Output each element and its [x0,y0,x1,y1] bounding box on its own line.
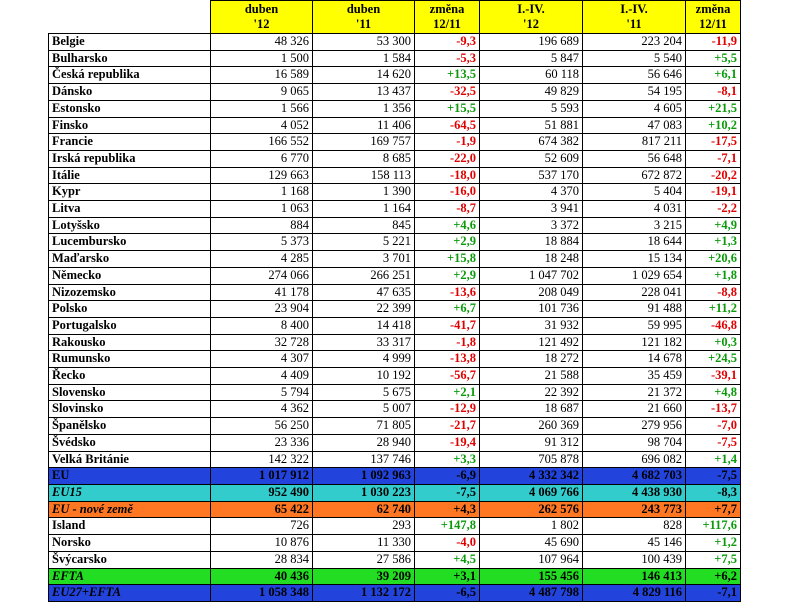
ytd-11-cell: 696 082 [583,451,686,468]
ytd-12-cell: 3 941 [480,201,583,218]
ytd-11-cell: 14 678 [583,351,686,368]
april-12-cell: 40 436 [211,568,313,585]
change-ytd-cell: +24,5 [686,351,741,368]
country-cell: Bulharsko [49,50,211,67]
ytd-11-cell: 146 413 [583,568,686,585]
change-month-cell: -9,3 [415,34,480,51]
april-12-cell: 28 834 [211,551,313,568]
change-month-cell: -5,3 [415,50,480,67]
country-cell: Česká republika [49,67,211,84]
change-month-cell: -1,8 [415,334,480,351]
ytd-11-cell: 223 204 [583,34,686,51]
summary-row [49,484,741,501]
ytd-12-cell: 537 170 [480,167,583,184]
country-cell: Island [49,518,211,535]
change-ytd-cell: +6,1 [686,67,741,84]
april-11-cell: 53 300 [313,34,415,51]
ytd-12-cell: 4 332 342 [480,468,583,485]
header-change-month: změna 12/11 [415,1,480,34]
country-cell: Dánsko [49,84,211,101]
change-month-cell: -4,0 [415,535,480,552]
april-12-cell: 4 409 [211,368,313,385]
ytd-11-cell: 4 682 703 [583,468,686,485]
april-11-cell: 845 [313,217,415,234]
table-row [49,451,741,468]
change-ytd-cell: +11,2 [686,301,741,318]
ytd-11-cell: 4 605 [583,100,686,117]
change-ytd-cell: +1,3 [686,234,741,251]
change-month-cell: +4,3 [415,501,480,518]
table-row [49,100,741,117]
change-ytd-cell: +4,9 [686,217,741,234]
table-row [49,50,741,67]
april-12-cell: 4 285 [211,251,313,268]
ytd-12-cell: 107 964 [480,551,583,568]
ytd-12-cell: 18 884 [480,234,583,251]
april-12-cell: 10 876 [211,535,313,552]
april-11-cell: 1 584 [313,50,415,67]
registrations-table [48,0,741,602]
april-11-cell: 14 418 [313,317,415,334]
ytd-11-cell: 279 956 [583,418,686,435]
table-row [49,117,741,134]
table-row [49,301,741,318]
ytd-11-cell: 817 211 [583,134,686,151]
ytd-12-cell: 101 736 [480,301,583,318]
april-11-cell: 14 620 [313,67,415,84]
ytd-11-cell: 4 829 116 [583,585,686,602]
table-row [49,134,741,151]
ytd-12-cell: 208 049 [480,284,583,301]
change-month-cell: +147,8 [415,518,480,535]
header-april-12: duben '12 [211,1,313,34]
ytd-11-cell: 47 083 [583,117,686,134]
ytd-12-cell: 196 689 [480,34,583,51]
change-ytd-cell: +7,5 [686,551,741,568]
ytd-12-cell: 1 047 702 [480,267,583,284]
april-12-cell: 4 307 [211,351,313,368]
ytd-12-cell: 4 487 798 [480,585,583,602]
change-month-cell: +3,3 [415,451,480,468]
table-row [49,401,741,418]
april-11-cell: 28 940 [313,434,415,451]
ytd-11-cell: 121 182 [583,334,686,351]
ytd-11-cell: 100 439 [583,551,686,568]
april-12-cell: 6 770 [211,150,313,167]
country-cell: Švýcarsko [49,551,211,568]
ytd-11-cell: 15 134 [583,251,686,268]
change-month-cell: -6,9 [415,468,480,485]
change-month-cell: +4,6 [415,217,480,234]
april-11-cell: 5 675 [313,384,415,401]
change-ytd-cell: +20,6 [686,251,741,268]
table-row [49,368,741,385]
ytd-11-cell: 5 540 [583,50,686,67]
table-row [49,267,741,284]
country-cell: EU15 [49,484,211,501]
ytd-12-cell: 260 369 [480,418,583,435]
country-cell: Švédsko [49,434,211,451]
country-cell: EU27+EFTA [49,585,211,602]
change-ytd-cell: -2,2 [686,201,741,218]
april-11-cell: 169 757 [313,134,415,151]
april-11-cell: 33 317 [313,334,415,351]
header-ytd-11: I.-IV. '11 [583,1,686,34]
change-ytd-cell: -7,1 [686,150,741,167]
april-12-cell: 16 589 [211,67,313,84]
april-11-cell: 266 251 [313,267,415,284]
ytd-12-cell: 18 687 [480,401,583,418]
country-cell: Norsko [49,535,211,552]
table-row [49,551,741,568]
april-12-cell: 4 362 [211,401,313,418]
april-11-cell: 1 390 [313,184,415,201]
april-11-cell: 158 113 [313,167,415,184]
april-11-cell: 71 805 [313,418,415,435]
change-ytd-cell: +1,4 [686,451,741,468]
country-cell: Estonsko [49,100,211,117]
april-11-cell: 27 586 [313,551,415,568]
header-row [49,1,741,34]
ytd-12-cell: 1 802 [480,518,583,535]
april-11-cell: 1 092 963 [313,468,415,485]
table-row [49,334,741,351]
country-cell: Německo [49,267,211,284]
april-11-cell: 13 437 [313,84,415,101]
country-cell: Řecko [49,368,211,385]
country-cell: EFTA [49,568,211,585]
country-cell: Litva [49,201,211,218]
table-row [49,434,741,451]
change-ytd-cell: +6,2 [686,568,741,585]
country-cell: Slovensko [49,384,211,401]
ytd-12-cell: 5 593 [480,100,583,117]
change-month-cell: +15,8 [415,251,480,268]
ytd-12-cell: 91 312 [480,434,583,451]
change-month-cell: +2,9 [415,234,480,251]
april-11-cell: 5 007 [313,401,415,418]
ytd-11-cell: 98 704 [583,434,686,451]
april-11-cell: 11 406 [313,117,415,134]
change-month-cell: -41,7 [415,317,480,334]
change-month-cell: +15,5 [415,100,480,117]
april-11-cell: 1 164 [313,201,415,218]
change-month-cell: -64,5 [415,117,480,134]
table-row [49,251,741,268]
summary-row [49,585,741,602]
april-11-cell: 8 685 [313,150,415,167]
change-month-cell: +4,5 [415,551,480,568]
april-12-cell: 1 063 [211,201,313,218]
change-ytd-cell: +1,2 [686,535,741,552]
april-12-cell: 726 [211,518,313,535]
april-12-cell: 65 422 [211,501,313,518]
change-month-cell: +13,5 [415,67,480,84]
change-ytd-cell: +5,5 [686,50,741,67]
table-row [49,217,741,234]
country-cell: EU [49,468,211,485]
ytd-11-cell: 4 438 930 [583,484,686,501]
ytd-12-cell: 18 272 [480,351,583,368]
change-ytd-cell: +1,8 [686,267,741,284]
country-cell: Lucembursko [49,234,211,251]
change-ytd-cell: -8,1 [686,84,741,101]
april-11-cell: 10 192 [313,368,415,385]
april-11-cell: 62 740 [313,501,415,518]
country-cell: EU - nové země [49,501,211,518]
ytd-12-cell: 155 456 [480,568,583,585]
ytd-11-cell: 828 [583,518,686,535]
ytd-11-cell: 45 146 [583,535,686,552]
country-cell: Francie [49,134,211,151]
april-11-cell: 293 [313,518,415,535]
change-ytd-cell: +4,8 [686,384,741,401]
change-ytd-cell: -20,2 [686,167,741,184]
country-cell: Irská republika [49,150,211,167]
country-cell: Itálie [49,167,211,184]
ytd-11-cell: 56 646 [583,67,686,84]
change-month-cell: -22,0 [415,150,480,167]
april-12-cell: 23 336 [211,434,313,451]
change-month-cell: -56,7 [415,368,480,385]
april-12-cell: 8 400 [211,317,313,334]
header-ytd-12: I.-IV. '12 [480,1,583,34]
ytd-11-cell: 18 644 [583,234,686,251]
change-ytd-cell: -19,1 [686,184,741,201]
change-month-cell: +6,7 [415,301,480,318]
ytd-12-cell: 31 932 [480,317,583,334]
change-ytd-cell: +0,3 [686,334,741,351]
ytd-11-cell: 5 404 [583,184,686,201]
ytd-11-cell: 21 372 [583,384,686,401]
ytd-12-cell: 262 576 [480,501,583,518]
header-april-11: duben '11 [313,1,415,34]
april-11-cell: 1 132 172 [313,585,415,602]
table-row [49,150,741,167]
change-ytd-cell: -7,0 [686,418,741,435]
change-month-cell: -8,7 [415,201,480,218]
change-ytd-cell: -39,1 [686,368,741,385]
april-12-cell: 1 168 [211,184,313,201]
change-ytd-cell: +117,6 [686,518,741,535]
change-month-cell: -16,0 [415,184,480,201]
change-month-cell: -7,5 [415,484,480,501]
country-cell: Maďarsko [49,251,211,268]
table-row [49,284,741,301]
april-11-cell: 4 999 [313,351,415,368]
april-12-cell: 274 066 [211,267,313,284]
country-cell: Polsko [49,301,211,318]
table-row [49,535,741,552]
ytd-12-cell: 3 372 [480,217,583,234]
change-month-cell: -21,7 [415,418,480,435]
ytd-12-cell: 52 609 [480,150,583,167]
change-ytd-cell: -7,5 [686,434,741,451]
ytd-11-cell: 3 215 [583,217,686,234]
table-row [49,384,741,401]
change-month-cell: +2,1 [415,384,480,401]
change-ytd-cell: +21,5 [686,100,741,117]
table-row [49,518,741,535]
country-cell: Lotyšsko [49,217,211,234]
change-month-cell: -32,5 [415,84,480,101]
change-month-cell: -18,0 [415,167,480,184]
april-12-cell: 9 065 [211,84,313,101]
change-month-cell: +3,1 [415,568,480,585]
ytd-12-cell: 121 492 [480,334,583,351]
april-11-cell: 5 221 [313,234,415,251]
ytd-11-cell: 672 872 [583,167,686,184]
table-row [49,67,741,84]
april-12-cell: 1 500 [211,50,313,67]
country-cell: Slovinsko [49,401,211,418]
change-ytd-cell: -7,1 [686,585,741,602]
ytd-12-cell: 22 392 [480,384,583,401]
change-month-cell: +2,9 [415,267,480,284]
country-cell: Belgie [49,34,211,51]
change-ytd-cell: -7,5 [686,468,741,485]
ytd-12-cell: 51 881 [480,117,583,134]
april-12-cell: 884 [211,217,313,234]
change-ytd-cell: -13,7 [686,401,741,418]
country-cell: Rumunsko [49,351,211,368]
april-12-cell: 23 904 [211,301,313,318]
ytd-11-cell: 35 459 [583,368,686,385]
april-12-cell: 1 566 [211,100,313,117]
april-11-cell: 11 330 [313,535,415,552]
change-month-cell: -1,9 [415,134,480,151]
ytd-12-cell: 674 382 [480,134,583,151]
summary-row [49,468,741,485]
april-12-cell: 1 017 912 [211,468,313,485]
ytd-11-cell: 56 648 [583,150,686,167]
country-cell: Nizozemsko [49,284,211,301]
country-cell: Velká Británie [49,451,211,468]
ytd-11-cell: 54 195 [583,84,686,101]
summary-row [49,568,741,585]
ytd-12-cell: 21 588 [480,368,583,385]
change-ytd-cell: +10,2 [686,117,741,134]
april-12-cell: 41 178 [211,284,313,301]
change-ytd-cell: -8,8 [686,284,741,301]
ytd-11-cell: 228 041 [583,284,686,301]
ytd-11-cell: 4 031 [583,201,686,218]
table-row [49,84,741,101]
table-row [49,201,741,218]
ytd-12-cell: 60 118 [480,67,583,84]
change-ytd-cell: -46,8 [686,317,741,334]
summary-row [49,501,741,518]
april-11-cell: 1 030 223 [313,484,415,501]
april-11-cell: 3 701 [313,251,415,268]
april-12-cell: 1 058 348 [211,585,313,602]
table-row [49,351,741,368]
ytd-12-cell: 45 690 [480,535,583,552]
ytd-12-cell: 705 878 [480,451,583,468]
change-month-cell: -19,4 [415,434,480,451]
april-12-cell: 142 322 [211,451,313,468]
ytd-11-cell: 1 029 654 [583,267,686,284]
change-ytd-cell: -17,5 [686,134,741,151]
table-row [49,167,741,184]
ytd-11-cell: 21 660 [583,401,686,418]
table-row [49,184,741,201]
ytd-11-cell: 59 995 [583,317,686,334]
country-cell: Kypr [49,184,211,201]
table-row [49,418,741,435]
table-row [49,317,741,334]
change-ytd-cell: -11,9 [686,34,741,51]
ytd-12-cell: 4 370 [480,184,583,201]
header-change-ytd: změna 12/11 [686,1,741,34]
april-11-cell: 137 746 [313,451,415,468]
change-month-cell: -13,6 [415,284,480,301]
april-12-cell: 32 728 [211,334,313,351]
april-11-cell: 47 635 [313,284,415,301]
april-12-cell: 48 326 [211,34,313,51]
april-12-cell: 5 373 [211,234,313,251]
change-month-cell: -6,5 [415,585,480,602]
ytd-12-cell: 4 069 766 [480,484,583,501]
country-cell: Rakousko [49,334,211,351]
april-12-cell: 166 552 [211,134,313,151]
change-month-cell: -12,9 [415,401,480,418]
april-11-cell: 39 209 [313,568,415,585]
country-cell: Finsko [49,117,211,134]
change-ytd-cell: -8,3 [686,484,741,501]
change-month-cell: -13,8 [415,351,480,368]
table-row [49,34,741,51]
table-row [49,234,741,251]
april-12-cell: 952 490 [211,484,313,501]
april-12-cell: 4 052 [211,117,313,134]
ytd-11-cell: 243 773 [583,501,686,518]
ytd-11-cell: 91 488 [583,301,686,318]
ytd-12-cell: 49 829 [480,84,583,101]
ytd-12-cell: 18 248 [480,251,583,268]
april-12-cell: 5 794 [211,384,313,401]
ytd-12-cell: 5 847 [480,50,583,67]
april-11-cell: 1 356 [313,100,415,117]
april-12-cell: 56 250 [211,418,313,435]
country-cell: Portugalsko [49,317,211,334]
change-ytd-cell: +7,7 [686,501,741,518]
april-12-cell: 129 663 [211,167,313,184]
header-corner [49,1,211,34]
country-cell: Španělsko [49,418,211,435]
april-11-cell: 22 399 [313,301,415,318]
